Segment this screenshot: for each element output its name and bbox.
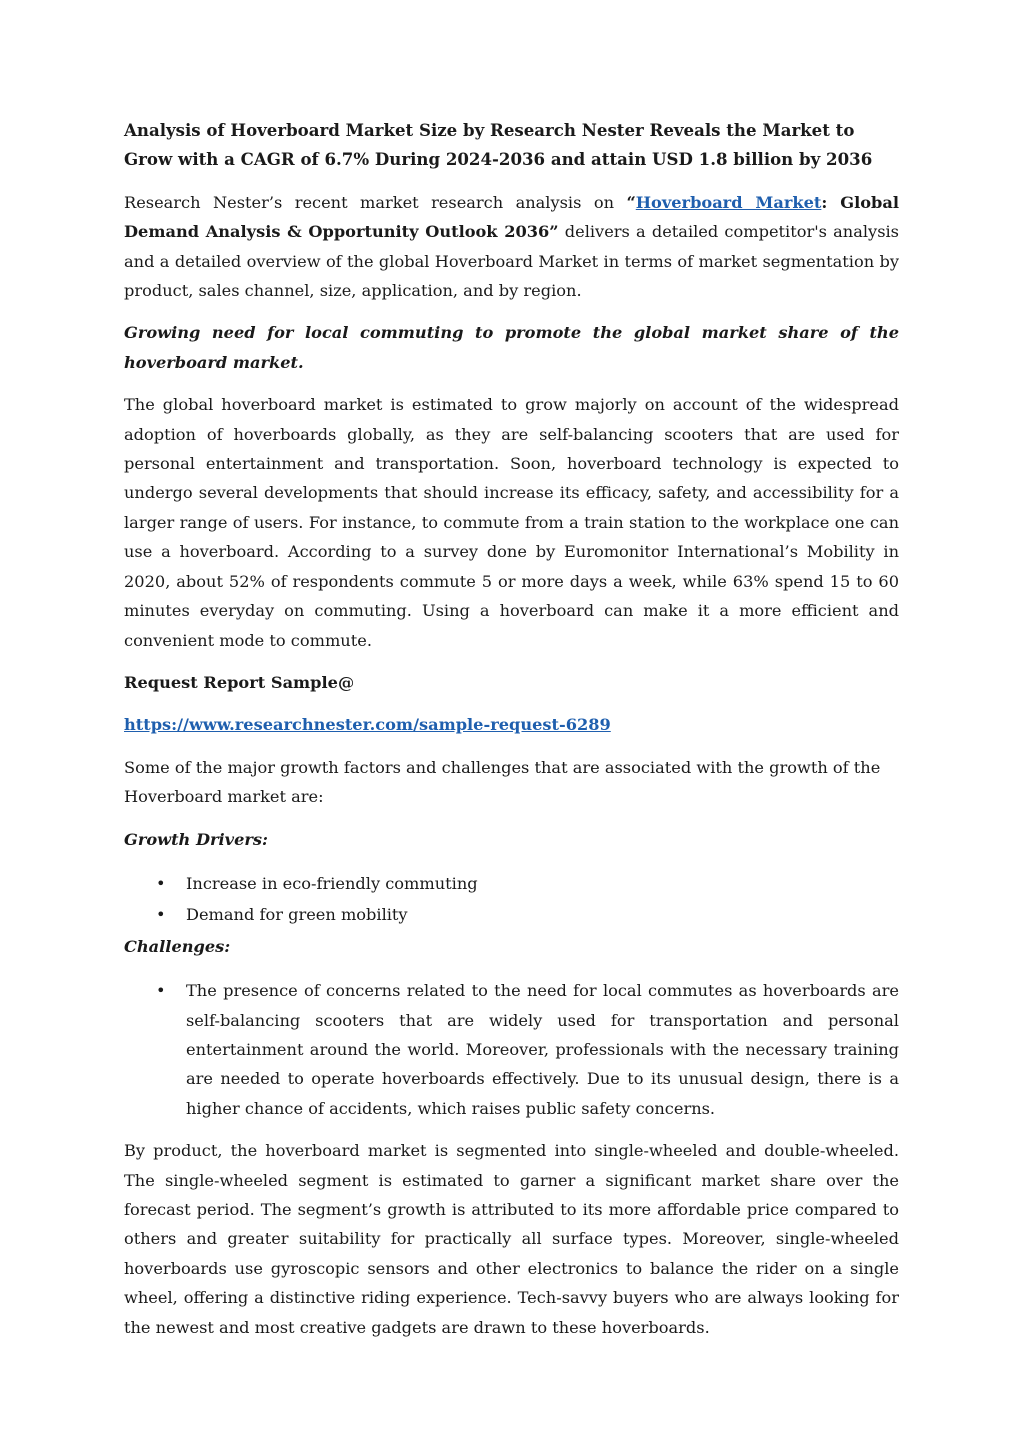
list-item [124,900,899,929]
body-paragraph: The global hoverboard market is estimated to grow majorly on account of the widespread adoption of hoverboards globally, as they are self-balancing scooters that are used for personal entertainment and transportation. Soon, hoverboard technology is expected to undergo several developments that should increase its efficacy, safety, and accessibility for a larger range of users. For instance, to commute from a train station to the workplace one can use a hoverboard. According to a survey done by Euromonitor International’s Mobility in 2020, about 52% of respondents commute 5 or more days a week, while 63% spend 15 to 60 minutes everyday on commuting. Using a hoverboard can make it a more efficient and convenient mode to commute. [124,395,899,650]
request-sample-label: Request Report Sample@ [124,672,355,692]
factors-intro-line2: Hoverboard market are: [124,787,324,807]
bullet-icon: • [156,905,166,925]
report-name: : Global Demand Analysis & Opportunity Outlook 2036” [124,192,899,242]
bullet-icon: • [156,981,166,1001]
product-paragraph: By product, the hoverboard market is segmented into single-wheeled and double-wheeled. The single-wheeled segment is estimated to garner a significant market share over the forecast period. The segment’s growth is attributed to its more affordable price compared to others and greater suitability for practically all surface types. Moreover, single-wheeled hoverboards use gyroscopic sensors and other electronics to balance the rider on a single wheel, offering a distinctive riding experience. Tech-savvy buyers who are always looking for the newest and most creative gadgets are drawn to these hoverboards. [124,1141,899,1337]
hoverboard-market-link[interactable]: Hoverboard Market [635,192,822,212]
sample-link-row [124,710,899,739]
intro-suffix: delivers a detailed competitor's analysis and a detailed overview of the global Hoverboard Market in terms of market segmentation by product, sales channel, size, application, and by region. [124,222,899,301]
challenges-list [124,976,899,1123]
list-item [124,976,899,1123]
intro-paragraph [124,188,899,306]
intro-prefix: Research Nester’s recent market research analysis on [124,192,627,212]
list-item [124,869,899,898]
factors-intro-line1: Some of the major growth factors and challenges that are associated with the growth of the [124,757,881,777]
section-subheading: Growing need for local commuting to promote the global market share of the hoverboard market. [124,323,899,372]
factors-intro [124,753,899,812]
list-item-text: Increase in eco-friendly commuting [186,873,478,893]
list-item-text: The presence of concerns related to the need for local commutes as hoverboards are self-balancing scooters that are widely used for transportation and personal entertainment around the world. Moreover, professionals with the necessary training are needed to operate hoverboards effectively. Due to its unusual design, there is a higher chance of accidents, which raises public safety concerns. [186,981,899,1118]
growth-drivers-list [124,869,899,930]
bullet-icon: • [156,873,166,893]
list-item-text: Demand for green mobility [186,905,408,925]
document-page [124,116,899,1355]
sample-request-link[interactable]: https://www.researchnester.com/sample-request-6289 [124,715,611,735]
intro-open-quote: “ [626,192,636,212]
challenges-heading: Challenges: [124,936,231,956]
growth-drivers-heading: Growth Drivers: [124,829,269,849]
document-title: Analysis of Hoverboard Market Size by Research Nester Reveals the Market to Grow with a CAGR of 6.7% During 2024-2036 and attain USD 1.8 billion by 2036 [124,120,873,170]
